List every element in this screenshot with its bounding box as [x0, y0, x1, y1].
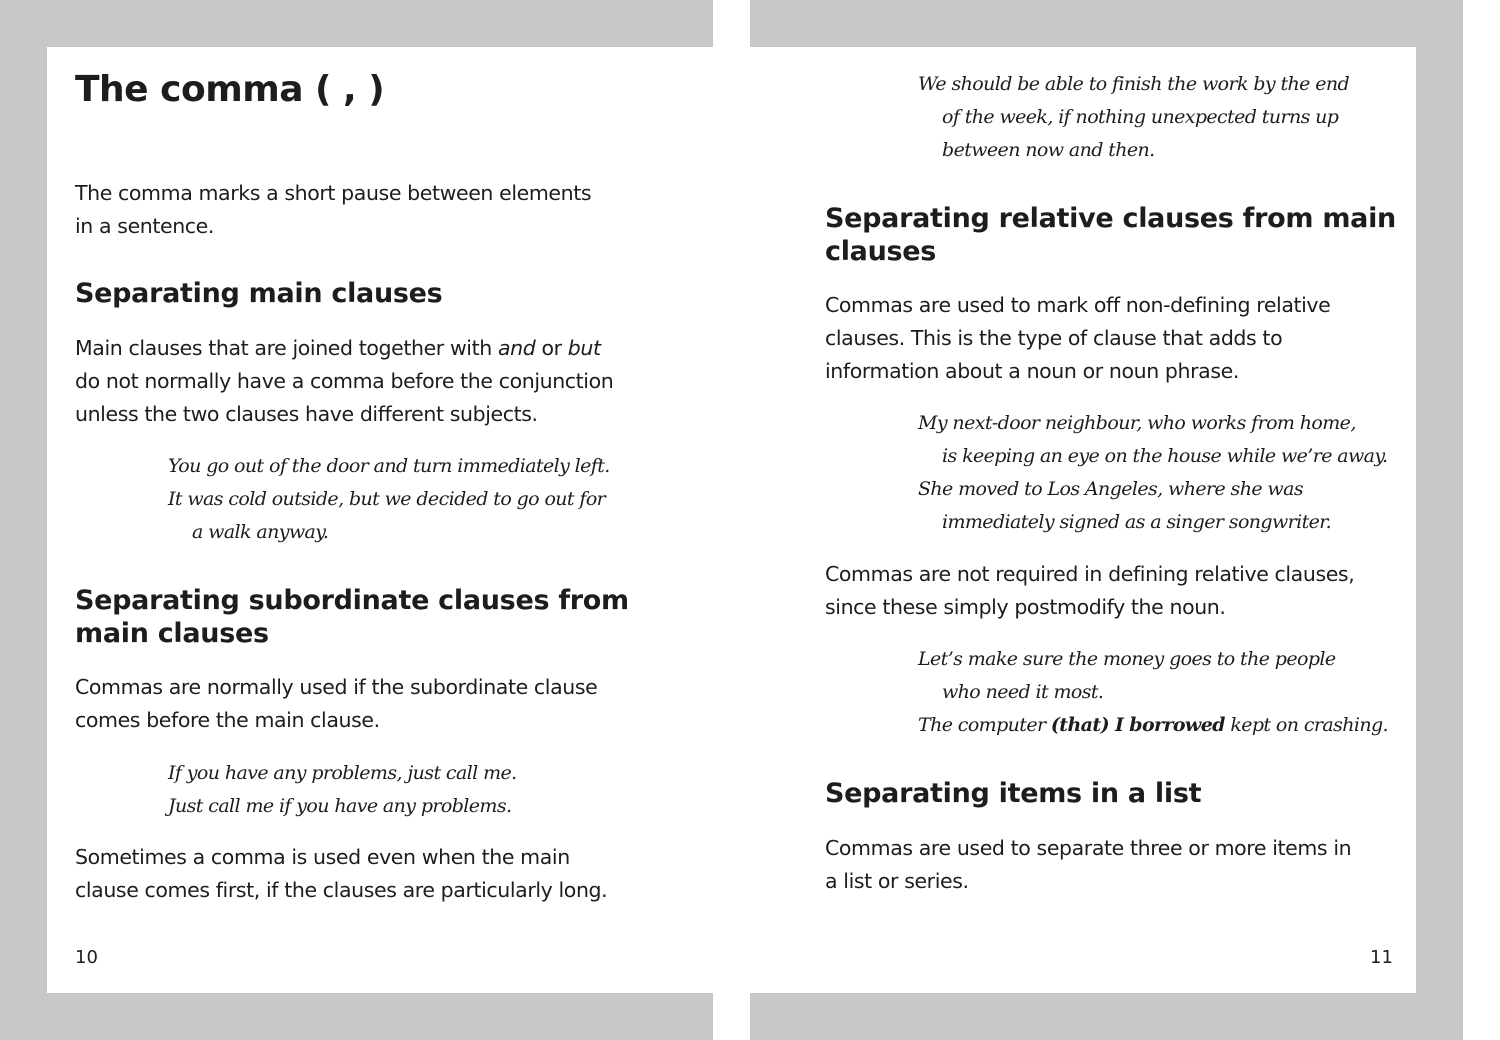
example-block	[918, 68, 1349, 167]
paragraph-line: Main clauses that are joined together with and or but	[75, 336, 601, 360]
example-sentence: If you have any problems, just call me.	[168, 762, 517, 784]
section-heading-list-items: Separating items in a list	[825, 778, 1202, 809]
example-sentence: who need it most.	[942, 681, 1104, 703]
intro-paragraph	[75, 177, 695, 243]
example-sentence: We should be able to finish the work by the end	[918, 73, 1350, 95]
defining-clauses-paragraph	[825, 558, 1410, 624]
paragraph-line: since these simply postmodify the noun.	[825, 595, 1226, 619]
main-clauses-paragraph	[75, 332, 695, 431]
page-number: 11	[1370, 947, 1393, 968]
relative-clauses-paragraph	[825, 289, 1410, 388]
intro-line: in a sentence.	[75, 214, 215, 238]
paragraph-line: Sometimes a comma is used even when the main	[75, 845, 570, 869]
example-sentence: She moved to Los Angeles, where she was	[918, 478, 1303, 500]
paragraph-line: Commas are normally used if the subordinate clause	[75, 675, 598, 699]
right-page	[750, 47, 1416, 993]
section-heading-subordinate-clauses: Separating subordinate clauses from main clauses	[75, 585, 629, 649]
paragraph-line: information about a noun or noun phrase.	[825, 359, 1239, 383]
example-block	[168, 450, 610, 549]
page-title: The comma ( , )	[75, 69, 385, 110]
example-sentence: It was cold outside, but we decided to go out for	[168, 488, 606, 510]
example-sentence: Let’s make sure the money goes to the people	[918, 648, 1336, 670]
paragraph-line: clause comes first, if the clauses are particularly long.	[75, 878, 608, 902]
paragraph-line: a list or series.	[825, 869, 969, 893]
example-sentence: immediately signed as a singer songwriter.	[942, 511, 1332, 533]
subordinate-clauses-paragraph	[75, 671, 695, 737]
paragraph-line: Commas are used to mark off non-defining relative	[825, 293, 1331, 317]
example-block	[918, 407, 1387, 539]
paragraph-line: comes before the main clause.	[75, 708, 380, 732]
example-sentence: You go out of the door and turn immediately left.	[168, 455, 610, 477]
long-clauses-paragraph	[75, 841, 705, 907]
page-number: 10	[75, 947, 98, 968]
example-sentence: of the week, if nothing unexpected turns up	[942, 106, 1339, 128]
left-page	[47, 47, 713, 993]
section-heading-main-clauses: Separating main clauses	[75, 278, 443, 309]
intro-line: The comma marks a short pause between elements	[75, 181, 592, 205]
example-block	[168, 757, 517, 823]
example-sentence: between now and then.	[942, 139, 1155, 161]
example-sentence: Just call me if you have any problems.	[168, 795, 512, 817]
paragraph-line: clauses. This is the type of clause that adds to	[825, 326, 1283, 350]
example-block	[918, 643, 1388, 742]
list-items-paragraph	[825, 832, 1410, 898]
paragraph-line: Commas are not required in defining relative clauses,	[825, 562, 1355, 586]
example-sentence: a walk anyway.	[192, 521, 329, 543]
example-sentence: is keeping an eye on the house while we’re away.	[942, 445, 1388, 467]
paragraph-line: Commas are used to separate three or more items in	[825, 836, 1352, 860]
example-sentence: My next-door neighbour, who works from home,	[918, 412, 1356, 434]
example-sentence: The computer (that) I borrowed kept on crashing.	[918, 714, 1388, 736]
section-heading-relative-clauses: Separating relative clauses from main clauses	[825, 203, 1396, 267]
paragraph-line: unless the two clauses have different subjects.	[75, 402, 538, 426]
paragraph-line: do not normally have a comma before the conjunction	[75, 369, 614, 393]
